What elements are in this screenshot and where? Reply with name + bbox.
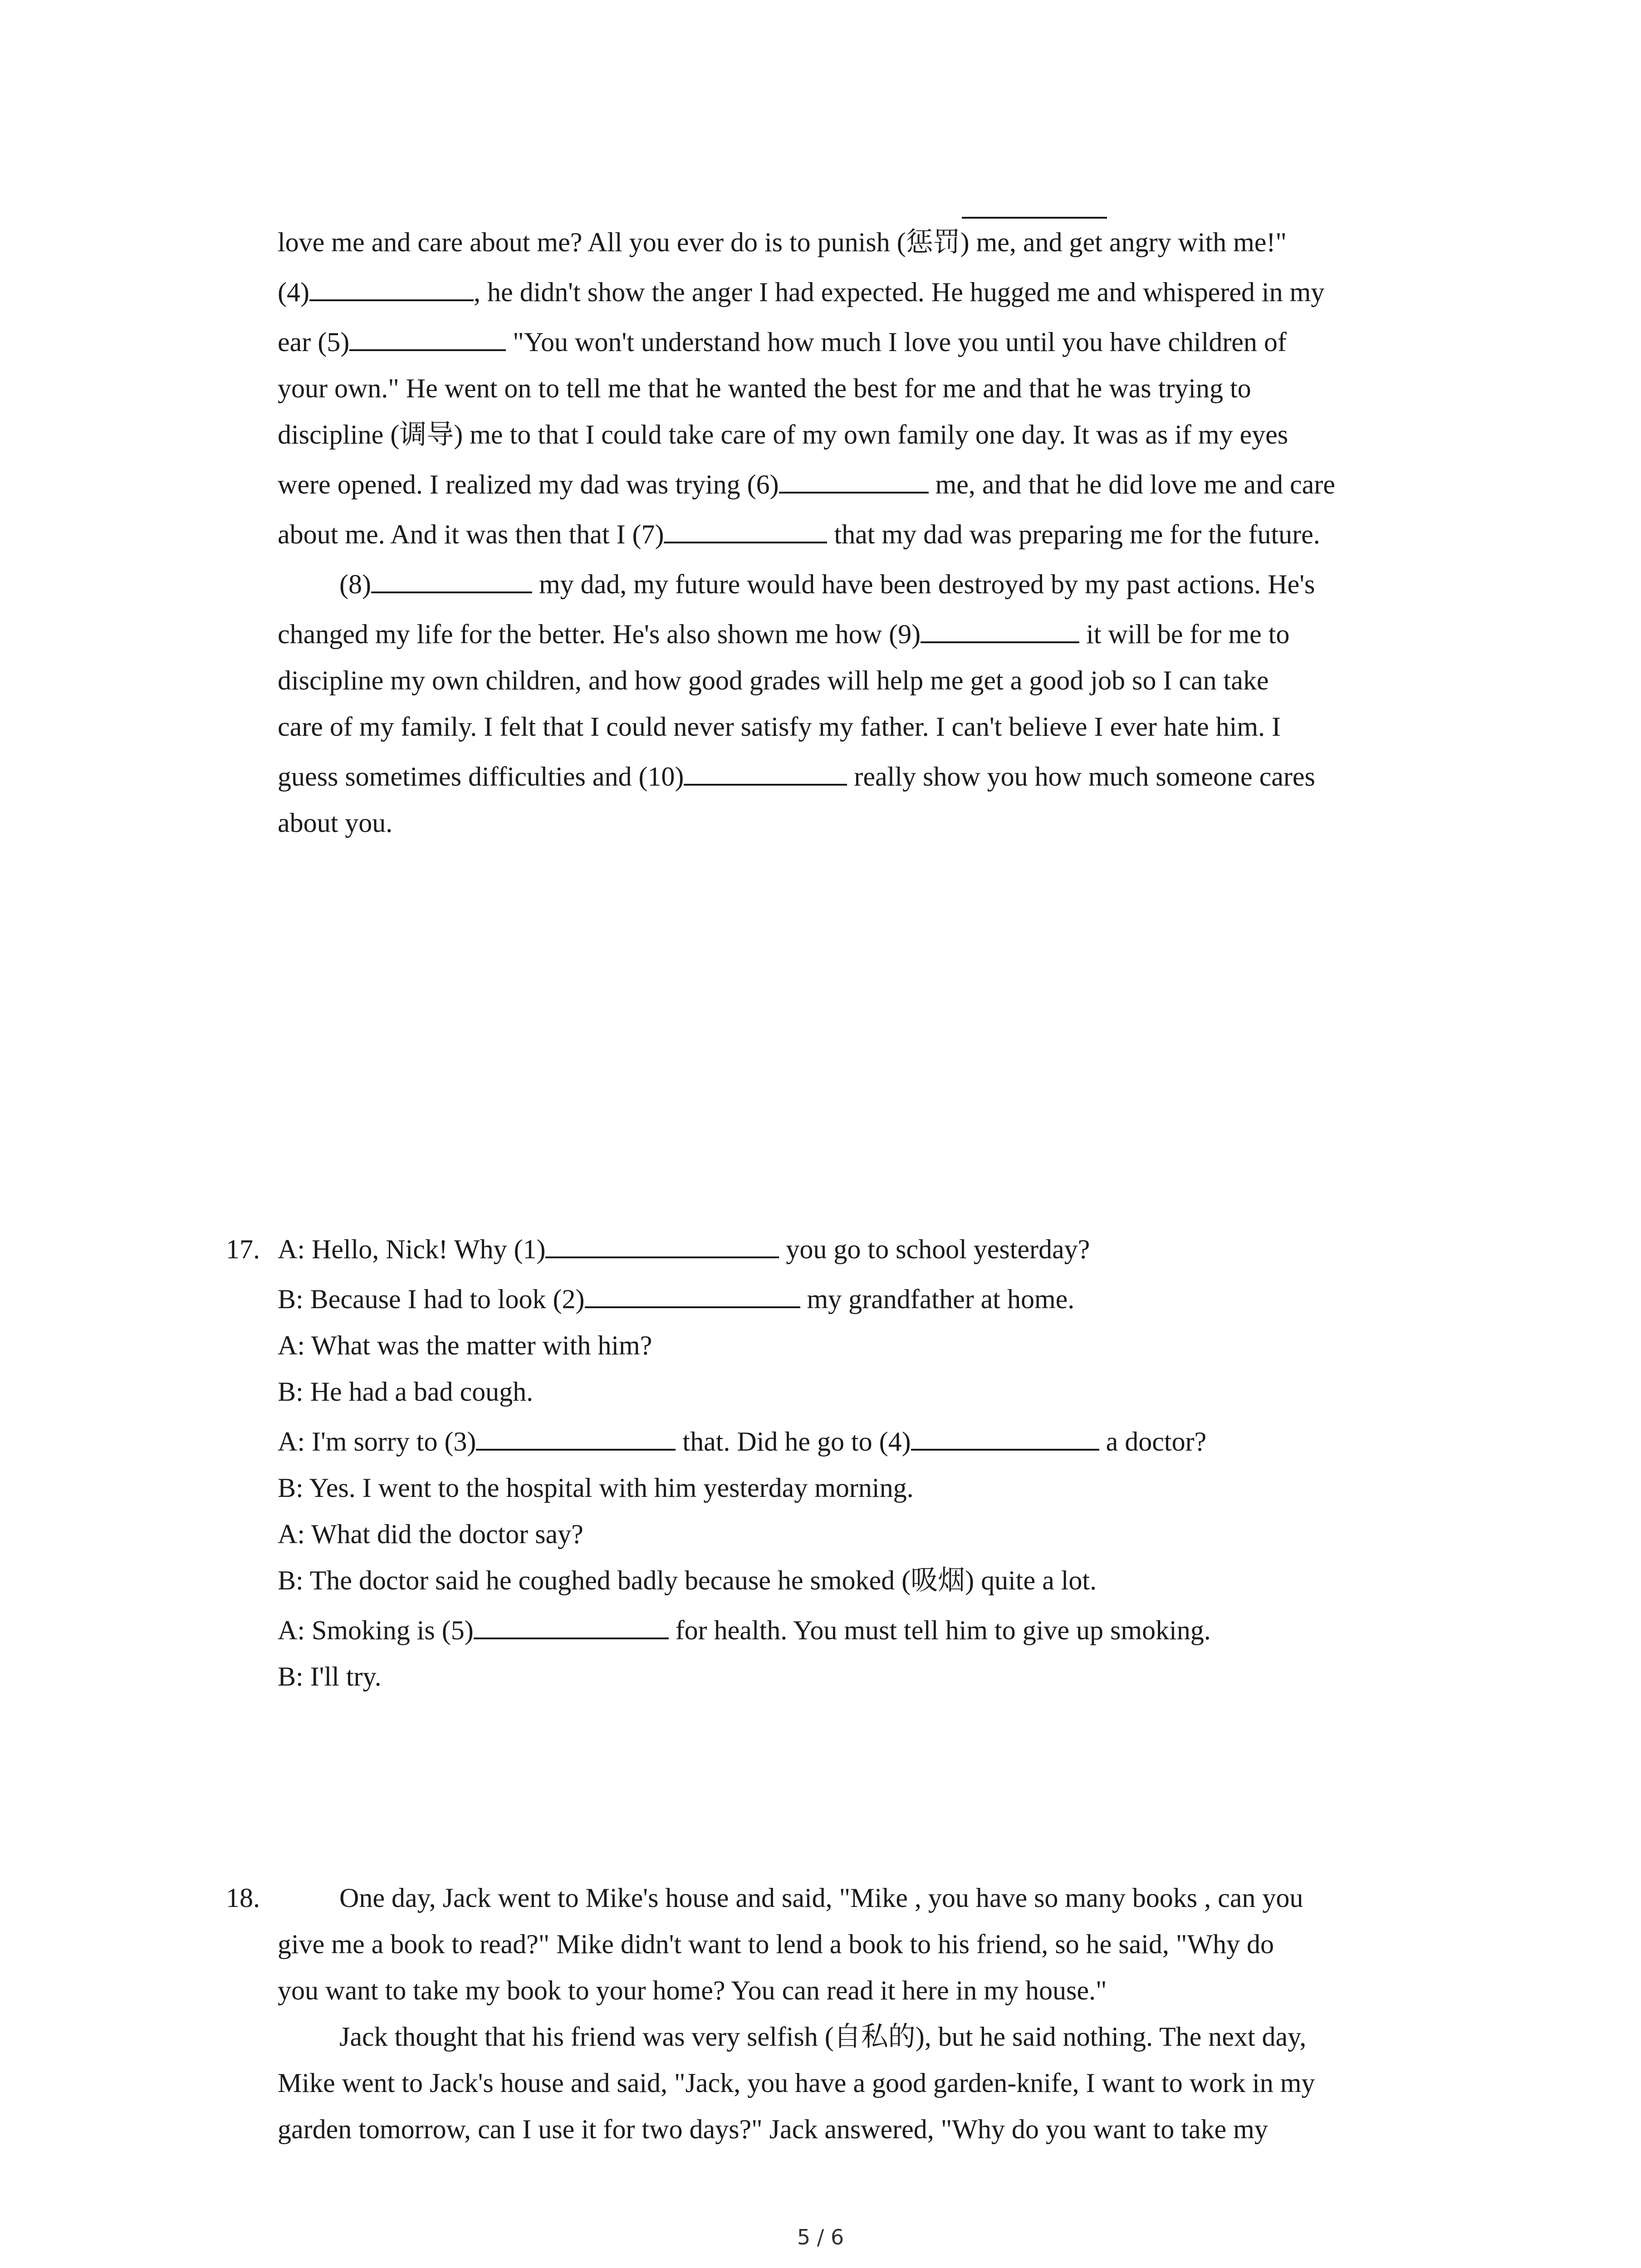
passage-line: care of my family. I felt that I could never satisfy my father. I can't believe I ever hate him. I bbox=[278, 712, 1281, 742]
passage-line: guess sometimes difficulties and (10) really show you how much someone cares bbox=[278, 760, 1315, 793]
answer-blank[interactable] bbox=[371, 568, 532, 593]
passage-line: you want to take my book to your home? You can read it here in my house." bbox=[278, 1975, 1107, 2005]
question-number: 18. bbox=[226, 1883, 260, 1913]
passage-line: were opened. I realized my dad was trying (6) me, and that he did love me and care bbox=[278, 468, 1335, 501]
question-number: 17. bbox=[226, 1234, 260, 1264]
passage-line: (8) my dad, my future would have been destroyed by my past actions. He's bbox=[339, 568, 1315, 601]
answer-blank[interactable] bbox=[779, 468, 929, 494]
answer-blank[interactable] bbox=[962, 217, 1107, 219]
answer-blank[interactable] bbox=[545, 1233, 779, 1258]
passage-line: your own." He went on to tell me that he wanted the best for me and that he was trying to bbox=[278, 373, 1251, 403]
dialogue-line: B: The doctor said he coughed badly because he smoked (吸烟) quite a lot. bbox=[278, 1565, 1097, 1595]
answer-blank[interactable] bbox=[911, 1425, 1099, 1451]
passage-line: discipline my own children, and how good grades will help me get a good job so I can take bbox=[278, 665, 1269, 695]
passage-line: love me and care about me? All you ever do is to punish (惩罚) me, and get angry with me!" bbox=[278, 227, 1287, 257]
dialogue-line: A: Hello, Nick! Why (1) you go to school yesterday? bbox=[278, 1233, 1090, 1266]
answer-blank[interactable] bbox=[684, 760, 847, 786]
passage-line: about me. And it was then that I (7) that my dad was preparing me for the future. bbox=[278, 518, 1320, 551]
dialogue-line: A: I'm sorry to (3) that. Did he go to (4) a doctor? bbox=[278, 1425, 1206, 1458]
answer-blank[interactable] bbox=[921, 618, 1079, 643]
dialogue-line: B: He had a bad cough. bbox=[278, 1377, 534, 1407]
dialogue-line: B: Because I had to look (2) my grandfather at home. bbox=[278, 1283, 1074, 1315]
passage-line: about you. bbox=[278, 808, 393, 838]
answer-blank[interactable] bbox=[309, 276, 474, 301]
answer-blank[interactable] bbox=[585, 1283, 800, 1308]
dialogue-line: B: I'll try. bbox=[278, 1662, 382, 1691]
passage-line: Jack thought that his friend was very selfish (自私的), but he said nothing. The next day, bbox=[339, 2022, 1307, 2052]
dialogue-line: A: Smoking is (5) for health. You must tell him to give up smoking. bbox=[278, 1614, 1211, 1647]
page-number: 5 / 6 bbox=[797, 2225, 844, 2249]
answer-blank[interactable] bbox=[349, 326, 506, 351]
passage-line: give me a book to read?" Mike didn't want to lend a book to his friend, so he said, "Why do bbox=[278, 1929, 1274, 1959]
answer-blank[interactable] bbox=[664, 518, 827, 543]
passage-line: changed my life for the better. He's also shown me how (9) it will be for me to bbox=[278, 618, 1289, 650]
passage-line: (4) , he didn't show the anger I had expected. He hugged me and whispered in my bbox=[278, 276, 1324, 308]
passage-line: ear (5) "You won't understand how much I love you until you have children of bbox=[278, 326, 1287, 358]
passage-line: garden tomorrow, can I use it for two days?" Jack answered, "Why do you want to take my bbox=[278, 2114, 1268, 2144]
answer-blank[interactable] bbox=[476, 1425, 676, 1451]
dialogue-line: B: Yes. I went to the hospital with him yesterday morning. bbox=[278, 1473, 914, 1503]
dialogue-line: A: What was the matter with him? bbox=[278, 1330, 652, 1360]
answer-blank[interactable] bbox=[474, 1614, 669, 1639]
passage-line: One day, Jack went to Mike's house and said, "Mike , you have so many books , can you bbox=[339, 1883, 1303, 1913]
dialogue-line: A: What did the doctor say? bbox=[278, 1519, 583, 1549]
passage-line: discipline (调导) me to that I could take care of my own family one day. It was as if my eyes bbox=[278, 420, 1288, 450]
passage-line: Mike went to Jack's house and said, "Jack, you have a good garden-knife, I want to work in my bbox=[278, 2068, 1315, 2098]
